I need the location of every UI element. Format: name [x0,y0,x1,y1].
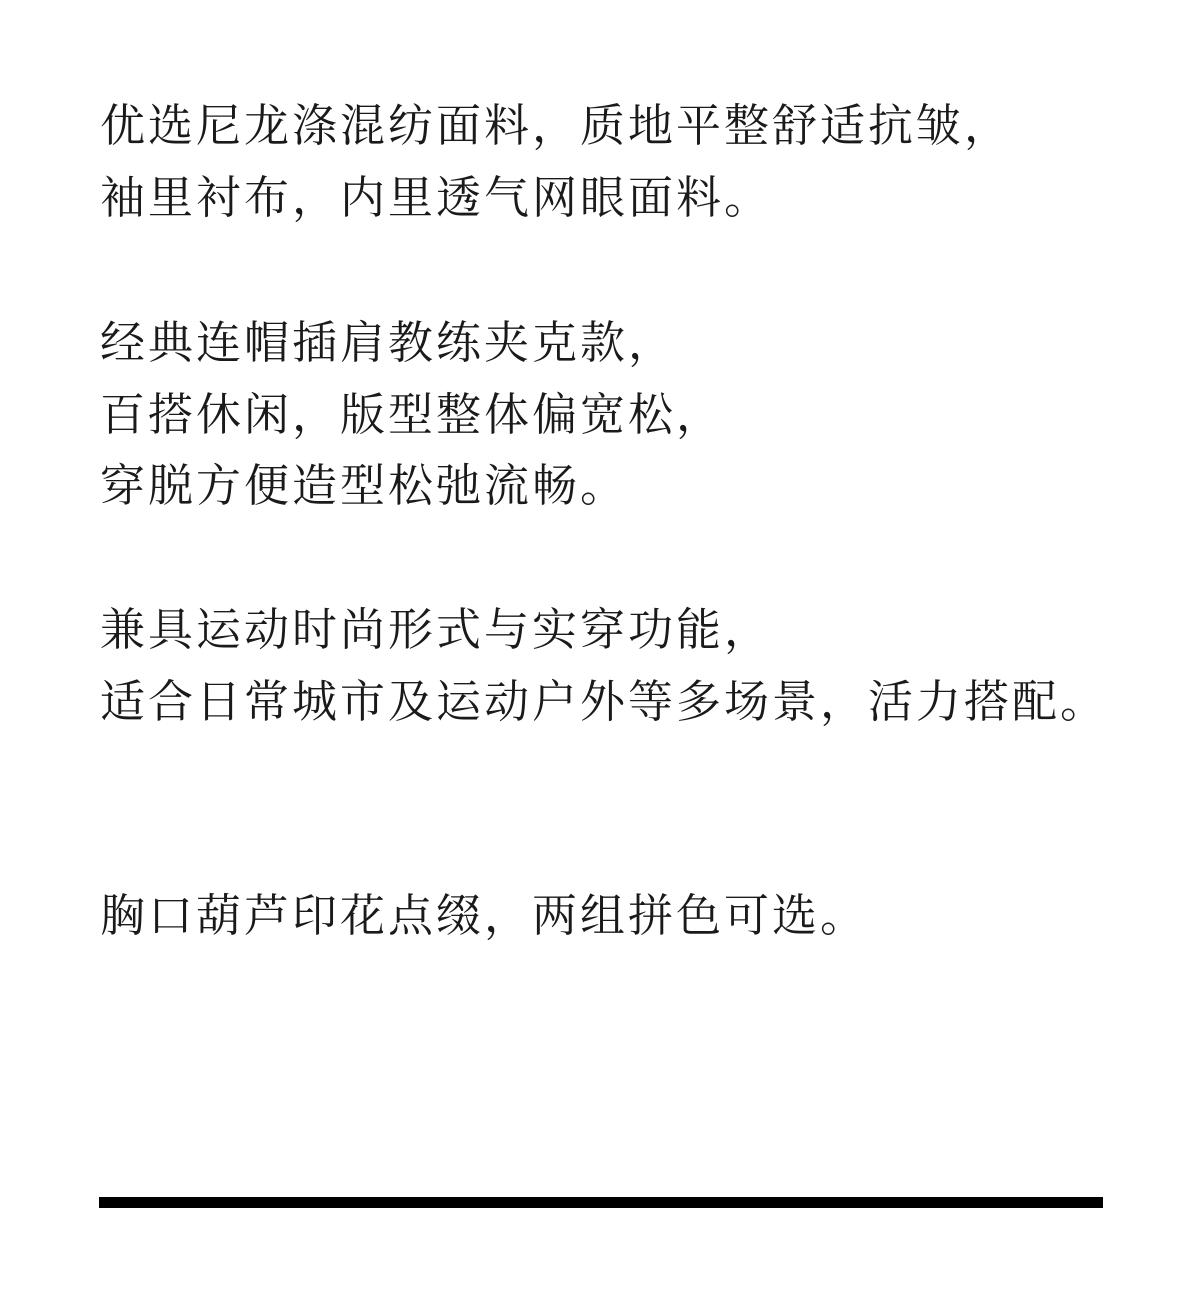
description-line: 优选尼龙涤混纺面料，质地平整舒适抗皱， [100,99,1013,152]
description-line: 兼具运动时尚形式与实穿功能， [100,603,773,656]
description-line: 袖里衬布，内里透气网眼面料。 [100,171,773,224]
description-line: 百搭休闲，版型整体偏宽松， [100,388,725,441]
divider-bar [99,1197,1103,1208]
description-line: 适合日常城市及运动户外等多场景，活力搭配。 [100,675,1109,728]
description-line: 经典连帽插肩教练夹克款， [100,316,677,369]
description-line: 胸口葫芦印花点缀，两组拼色可选。 [100,889,869,942]
description-line: 穿脱方便造型松弛流畅。 [100,459,629,512]
